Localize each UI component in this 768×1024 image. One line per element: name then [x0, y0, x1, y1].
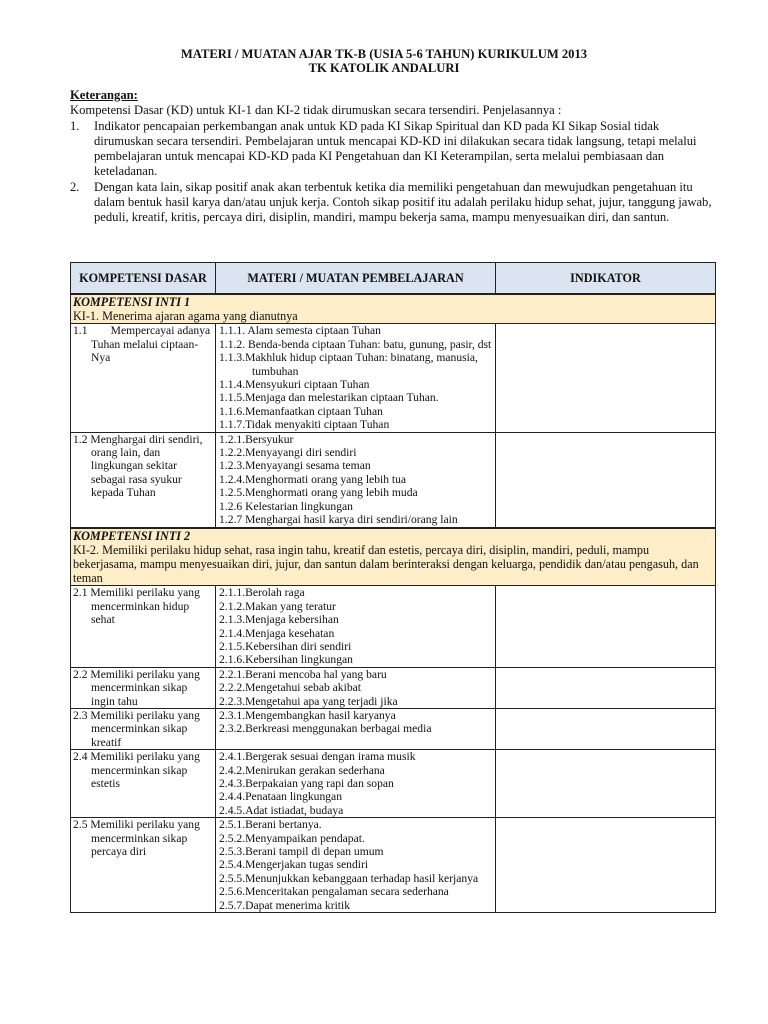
materi-item: 2.1.4.Menjaga kesehatan	[219, 626, 335, 640]
materi-cell	[216, 750, 496, 818]
ki-cell	[71, 528, 716, 586]
materi-item: 1.2.5.Menghormati orang yang lebih muda	[219, 486, 418, 500]
kd-cell: 2.2 Memiliki perilaku yang mencerminkan sikap ingin tahu	[71, 667, 216, 708]
indikator-cell	[496, 708, 716, 749]
materi-item: 2.1.5.Kebersihan diri sendiri	[219, 639, 352, 653]
table-body	[71, 294, 716, 913]
table-row	[71, 324, 716, 432]
materi-item: 2.5.5.Menunjukkan kebanggaan terhadap hasil kerjanya	[219, 871, 479, 885]
materi-cell	[216, 667, 496, 708]
materi-item: 2.5.1.Berani bertanya.	[219, 818, 322, 832]
materi-item: 2.4.3.Berpakaian yang rapi dan sopan	[219, 777, 394, 790]
table-row	[71, 750, 716, 818]
materi-item: 2.4.5.Adat istiadat, budaya	[219, 803, 344, 817]
materi-item: 2.1.6.Kebersihan lingkungan	[219, 653, 353, 667]
materi-cell	[216, 818, 496, 913]
ki-cell	[71, 294, 716, 324]
header-indikator: INDIKATOR	[496, 263, 716, 295]
materi-item: 1.1.3.Makhluk hidup ciptaan Tuhan: binatang, manusia, tumbuhan	[219, 351, 478, 378]
materi-item: 2.3.1.Mengembangkan hasil karyanya	[219, 708, 396, 722]
competency-table	[70, 262, 716, 913]
notes-heading: Keterangan:	[70, 88, 138, 102]
kd-cell: 2.1 Memiliki perilaku yang mencerminkan hidup sehat	[71, 586, 216, 667]
note-number: 2.	[70, 179, 80, 194]
kd-cell: 1.2 Menghargai diri sendiri, orang lain, dan lingkungan sekitar sebagai rasa syukur kepada Tuhan	[71, 432, 216, 527]
kd-cell: 2.3 Memiliki perilaku yang mencerminkan sikap kreatif	[71, 708, 216, 749]
ki-row	[71, 294, 716, 324]
title-line-2: TK KATOLIK ANDALURI	[308, 61, 460, 75]
materi-item: 1.1.1. Alam semesta ciptaan Tuhan	[219, 324, 381, 338]
ki-title: KOMPETENSI INTI 1	[73, 295, 191, 309]
kd-cell: 1.1 Mempercayai adanya Tuhan melalui ciptaan-Nya	[71, 324, 216, 432]
materi-cell	[216, 324, 496, 432]
kd-cell: 2.4 Memiliki perilaku yang mencerminkan sikap estetis	[71, 750, 216, 818]
table-header-row	[71, 263, 716, 295]
indikator-cell	[496, 818, 716, 913]
materi-cell	[216, 708, 496, 749]
note-item	[70, 119, 720, 180]
table-row	[71, 432, 716, 527]
table-row	[71, 708, 716, 749]
document-title	[0, 47, 768, 75]
materi-item: 1.1.5.Menjaga dan melestarikan ciptaan Tuhan.	[219, 391, 439, 405]
materi-item: 1.1.6.Memanfaatkan ciptaan Tuhan	[219, 404, 383, 418]
materi-item: 2.4.4.Penataan lingkungan	[219, 790, 342, 804]
materi-item: 1.2.2.Menyayangi diri sendiri	[219, 446, 357, 460]
title-line-1: MATERI / MUATAN AJAR TK-B (USIA 5-6 TAHUN) KURIKULUM 2013	[180, 47, 588, 61]
materi-item: 2.1.1.Berolah raga	[219, 586, 305, 600]
notes-section	[70, 88, 720, 226]
materi-item: 2.2.2.Mengetahui sebab akibat	[219, 681, 361, 695]
materi-item: 2.5.4.Mengerjakan tugas sendiri	[219, 858, 369, 872]
table-row	[71, 586, 716, 667]
ki-row	[71, 528, 716, 586]
materi-item: 2.2.1.Berani mencoba hal yang baru	[219, 667, 387, 681]
header-materi: MATERI / MUATAN PEMBELAJARAN	[216, 263, 496, 295]
materi-item: 2.5.3.Berani tampil di depan umum	[219, 845, 384, 859]
materi-item: 2.5.7.Dapat menerima kritik	[219, 898, 351, 912]
notes-intro: Kompetensi Dasar (KD) untuk KI-1 dan KI-2 tidak dirumuskan secara tersendiri. Penjelasannya :	[70, 103, 562, 118]
table-row	[71, 667, 716, 708]
notes-list	[70, 119, 720, 226]
indikator-cell	[496, 432, 716, 527]
header-kompetensi-dasar: KOMPETENSI DASAR	[71, 263, 216, 295]
materi-item: 2.4.1.Bergerak sesuai dengan irama musik	[219, 750, 416, 764]
materi-item: 1.2.7 Menghargai hasil karya diri sendiri/orang lain	[219, 513, 458, 527]
kd-cell: 2.5 Memiliki perilaku yang mencerminkan sikap percaya diri	[71, 818, 216, 913]
materi-item: 2.3.2.Berkreasi menggunakan berbagai media	[219, 722, 432, 736]
indikator-cell	[496, 324, 716, 432]
materi-item: 2.4.2.Menirukan gerakan sederhana	[219, 763, 385, 777]
materi-cell	[216, 432, 496, 527]
materi-item: 1.1.4.Mensyukuri ciptaan Tuhan	[219, 378, 370, 392]
materi-item: 2.1.3.Menjaga kebersihan	[219, 613, 339, 627]
ki-description: KI-2. Memiliki perilaku hidup sehat, rasa ingin tahu, kreatif dan estetis, percaya diri, disiplin, mandiri, peduli, mampu bekerjasama, mampu menyesuaikan diri, jujur, dan santun dalam berinteraksi dengan keluarga, pendidik dan/atau pengasuh, dan teman	[73, 542, 699, 586]
indikator-cell	[496, 750, 716, 818]
materi-item: 1.1.2. Benda-benda ciptaan Tuhan: batu, gunung, pasir, dst	[219, 337, 492, 351]
materi-item: 1.2.4.Menghormati orang yang lebih tua	[219, 472, 407, 486]
note-text: Indikator pencapaian perkembangan anak untuk KD pada KI Sikap Spiritual dan KD pada KI Sikap Sosial tidak dirumuskan secara tersendiri. Pembelajaran untuk mencapai KD-KD ini dilakukan secara tidak langsung, tetapi melalui pembelajaran untuk mencapai KD-KD pada KI Pengetahuan dan KI Keterampilan, serta melalui pembiasaan dan keteladanan.	[94, 118, 697, 179]
materi-item: 1.2.3.Menyayangi sesama teman	[219, 459, 371, 473]
ki-description: KI-1. Menerima ajaran agama yang dianutnya	[73, 309, 298, 324]
ki-title: KOMPETENSI INTI 2	[73, 528, 191, 543]
materi-item: 1.1.7.Tidak menyakiti ciptaan Tuhan	[219, 418, 390, 432]
materi-item: 2.5.6.Menceritakan pengalaman secara sederhana	[219, 885, 449, 899]
note-number: 1.	[70, 118, 80, 133]
materi-item: 2.5.2.Menyampaikan pendapat.	[219, 831, 365, 845]
note-item	[70, 180, 720, 226]
materi-cell	[216, 586, 496, 667]
materi-item: 1.2.6 Kelestarian lingkungan	[219, 499, 353, 513]
materi-item: 2.2.3.Mengetahui apa yang terjadi jika	[219, 694, 398, 708]
note-text: Dengan kata lain, sikap positif anak akan terbentuk ketika dia memiliki pengetahuan dan mewujudkan pengetahuan itu dalam bentuk hasil karya dan/atau unjuk kerja. Contoh sikap positif itu adalah perilaku hidup sehat, jujur, tanggung jawab, peduli, kreatif, kritis, percaya diri, disiplin, mandiri, mampu bekerja sama, mampu menyesuaikan diri, dan santun.	[94, 179, 712, 225]
materi-item: 2.1.2.Makan yang teratur	[219, 599, 336, 613]
materi-item: 1.2.1.Bersyukur	[219, 432, 294, 446]
indikator-cell	[496, 586, 716, 667]
table-row	[71, 818, 716, 913]
indikator-cell	[496, 667, 716, 708]
